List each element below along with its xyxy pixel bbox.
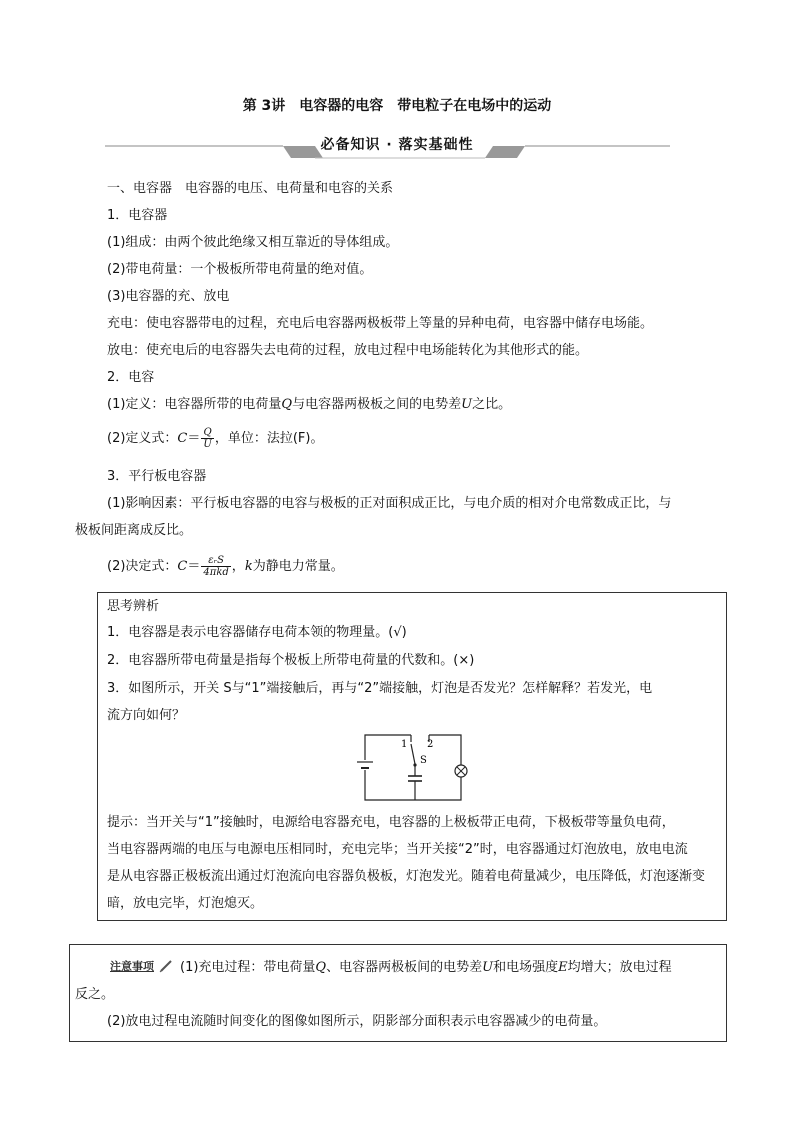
note-item-1-line-1: (1)充电过程：带电荷量Q、电容器两极板间的电势差U和电场强度E均增大；放电过程 [180,960,672,975]
decisive-fraction: $\frac{\text{εᵣS}}{\text{4πkd}}$ [203,555,229,578]
factors-line-1: (1)影响因素：平行板电容器的电容与极板的正对面积成正比，与电介质的相对介电常数成正比，与 [107,496,672,511]
page-title: 第 3讲 电容器的电容 带电粒子在电场中的运动 [242,98,552,114]
decisive-formula: (2)决定式：C＝ $\frac{\text{εᵣS}}{\text{4πkd}}$ ，k为静电力常量。 [107,555,344,578]
pen-icon [159,959,173,973]
right-wire [411,735,461,800]
label-contact-2: 2 [427,739,434,750]
think-heading: 思考辨析 [107,599,160,614]
formula-fraction: $\frac{Q}{U}$ [203,427,212,450]
think-question-1: 1．电容器是表示电容器储存电荷本领的物理量。(√) [107,625,407,640]
hint-line-4: 暗，放电完毕，灯泡熄灭。 [107,896,264,911]
think-question-2: 2．电容器所带电荷量是指每个极板上所带电荷量的代数和。(×) [107,653,475,668]
composition-text: (1)组成：由两个彼此绝缘又相互靠近的导体组成。 [107,235,399,250]
capacitance-definition: (1)定义：电容器所带的电荷量Q与电容器两极板之间的电势差U之比。 [107,397,512,412]
factors-line-2: 极板间距离成反比。 [75,523,193,538]
hint-line-1: 提示：当开关与“1”接触时，电源给电容器充电，电容器的上极板带正电荷，下极板带等量负电荷， [107,815,675,830]
think-question-3-line-2: 流方向如何？ [107,708,186,723]
discharging-text: 放电：使充电后的电容器失去电荷的过程，放电过程中电场能转化为其他形式的能。 [107,343,589,358]
charging-text: 充电：使电容器带电的过程，充电后电容器两极板带上等量的异种电荷，电容器中储存电场能。 [107,316,654,331]
switch-blade [411,744,415,764]
hint-line-3: 是从电容器正极板流出通过灯泡流向电容器负极板，灯泡发光。随着电荷量减少，电压降低，灯泡逐渐变 [107,869,706,884]
subheading-capacitance: 2．电容 [107,370,155,385]
subheading-capacitor: 1．电容器 [107,208,168,223]
section-banner-text: 必备知识 · 落实基础性 [320,137,474,153]
label-contact-1: 1 [401,739,408,750]
label-switch-s: S [420,755,427,766]
subheading-parallel-plate: 3．平行板电容器 [107,469,207,484]
definition-formula: (2)定义式：C＝ $\frac{Q}{U}$ ，单位：法拉(F)。 [107,427,324,450]
charge-discharge-heading: (3)电容器的充、放电 [107,289,230,304]
note-tag-label: 注意事项 [110,960,154,973]
note-item-2: (2)放电过程电流随时间变化的图像如图所示，阴影部分面积表示电容器减少的电荷量。 [107,1014,607,1029]
note-item-1-line-2: 反之。 [75,987,115,1002]
charge-amount-text: (2)带电荷量：一个极板所带电荷量的绝对值。 [107,262,373,277]
think-question-3-line-1: 3．如图所示，开关 S与“1”端接触后，再与“2”端接触，灯泡是否发光？怎样解释？若发光，电 [107,681,653,696]
circuit-diagram [355,730,475,806]
hint-line-2: 当电容器两端的电压与电源电压相同时，充电完毕；当开关接“2”时，电容器通过灯泡放电，放电电流 [107,842,688,857]
note-tag [110,955,173,974]
section-heading-capacitor: 一、电容器 电容器的电压、电荷量和电容的关系 [107,181,394,196]
